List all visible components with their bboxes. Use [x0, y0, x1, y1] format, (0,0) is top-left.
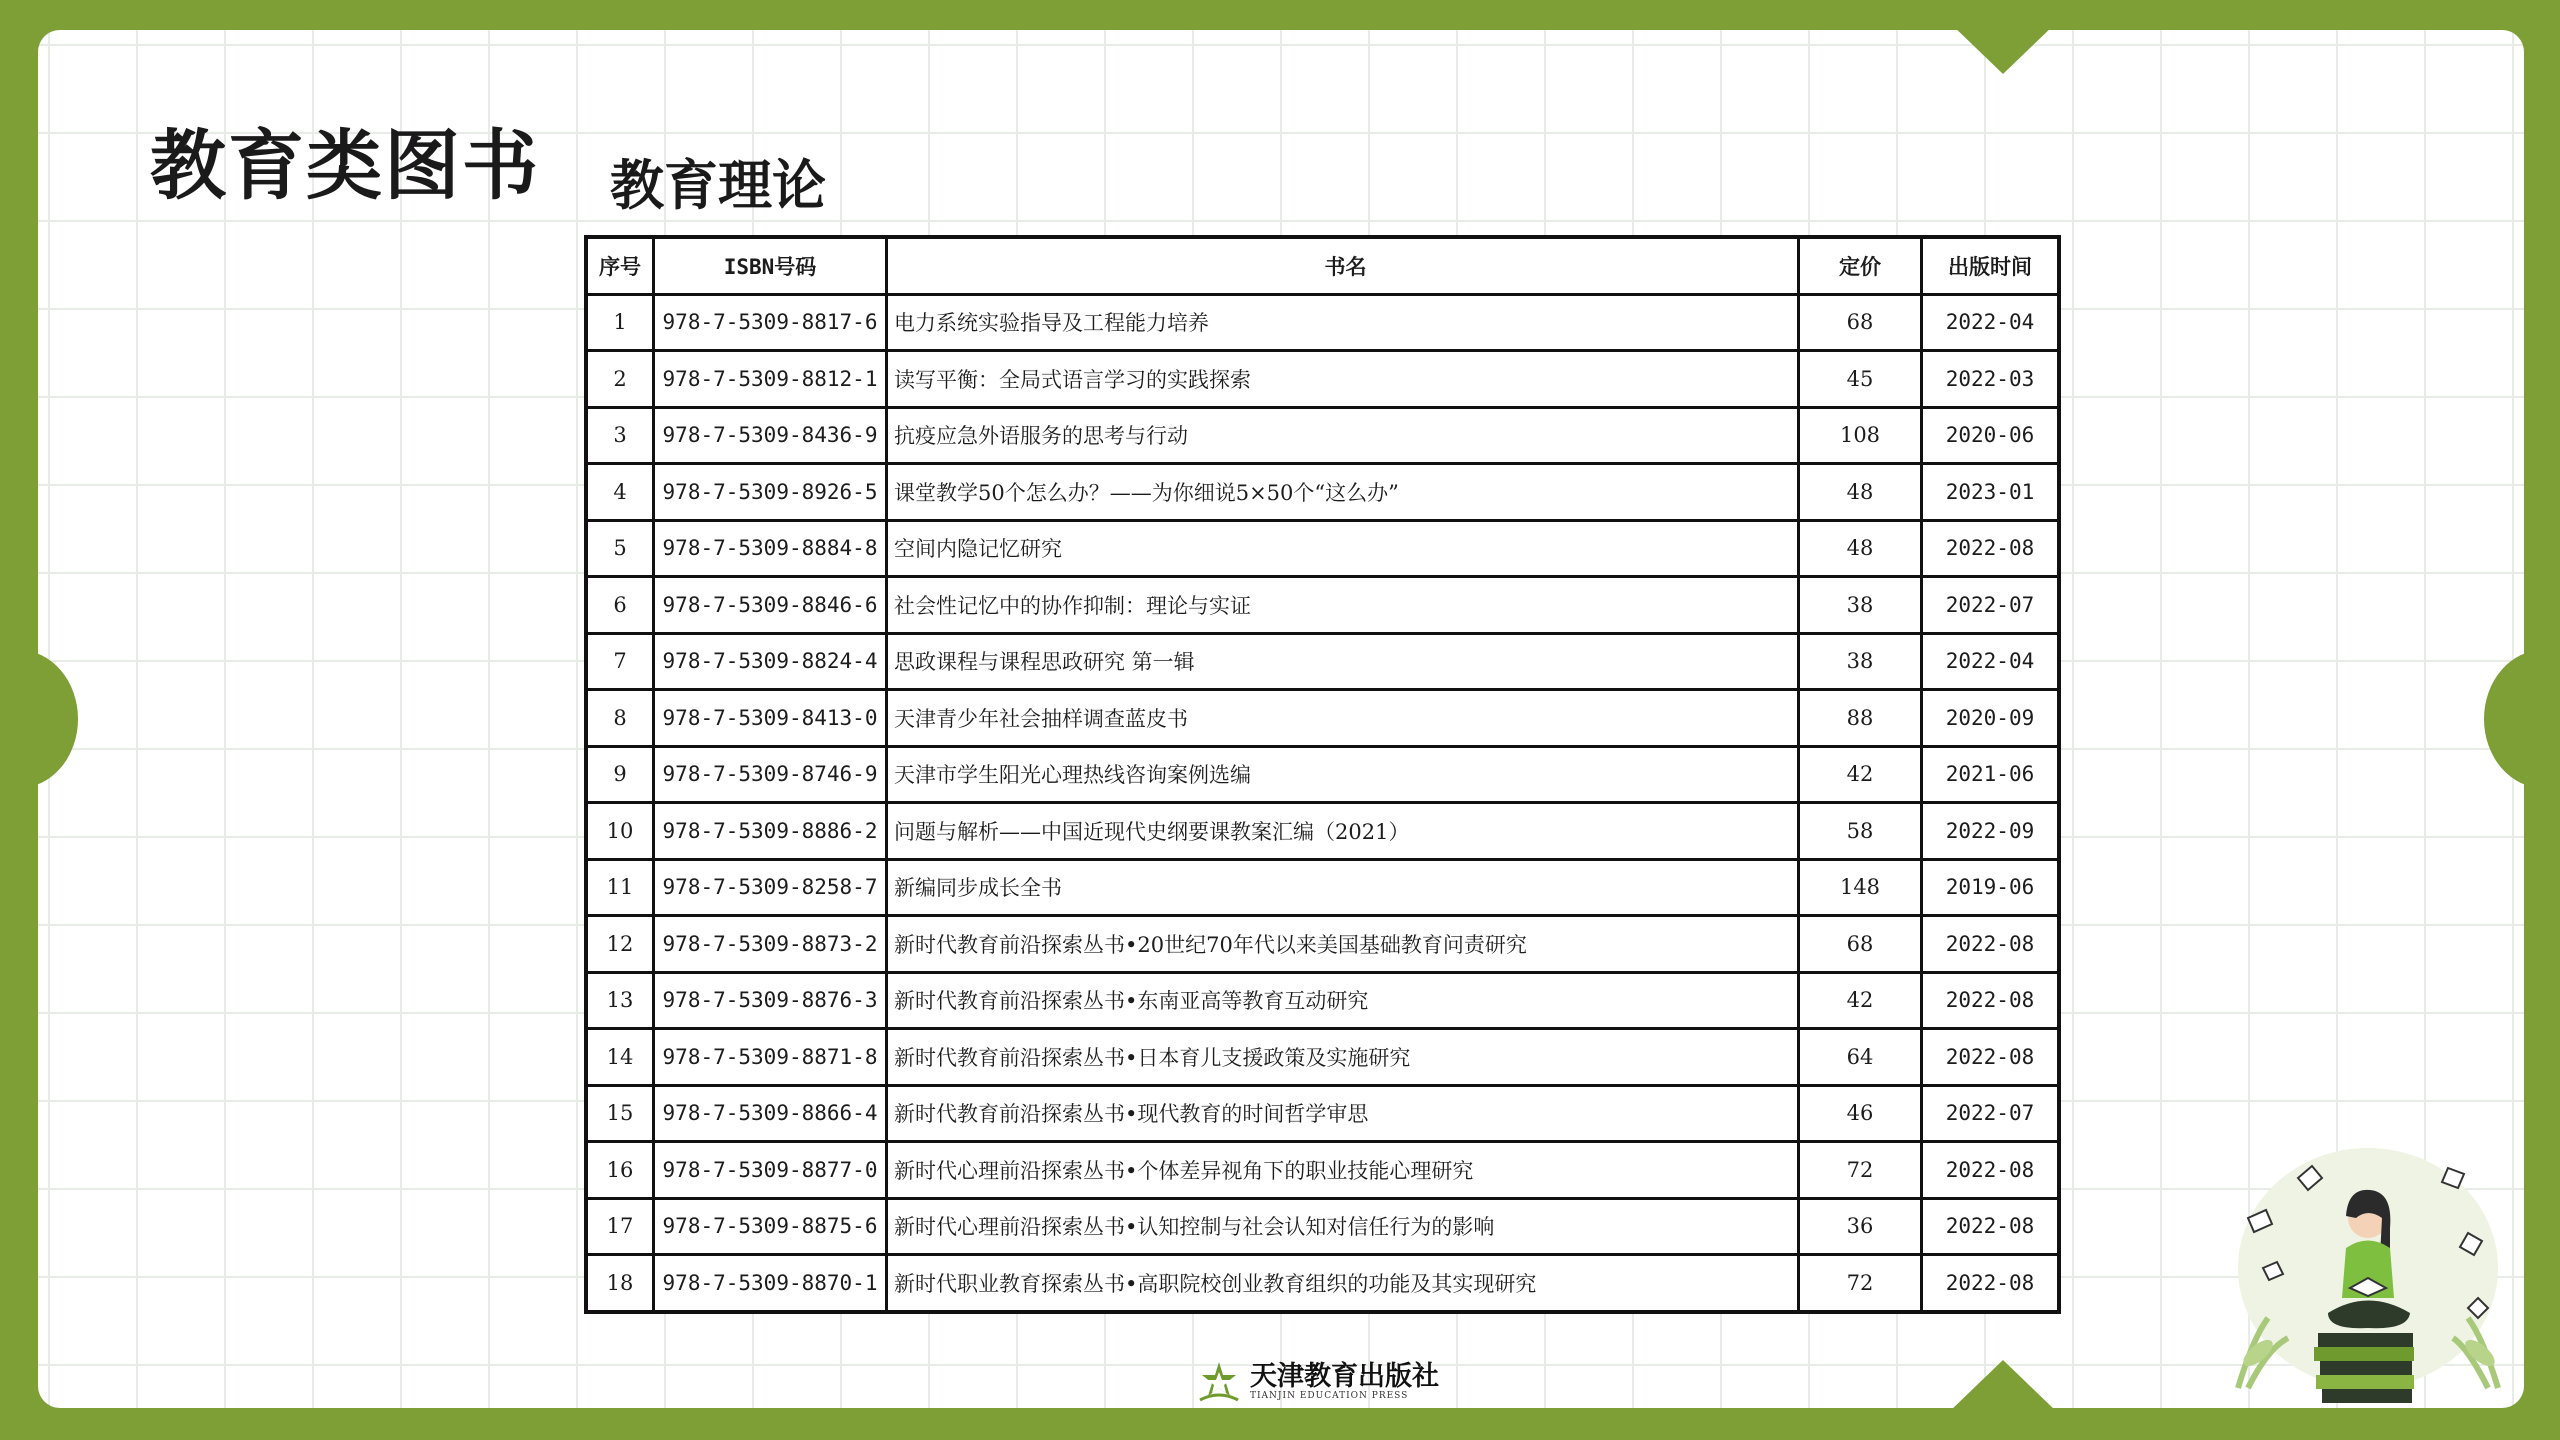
cell-price: 108: [1799, 407, 1922, 464]
cell-price: 72: [1799, 1142, 1922, 1199]
cell-title: 天津市学生阳光心理热线咨询案例选编: [887, 746, 1799, 803]
cell-isbn: 978-7-5309-8871-8: [654, 1029, 887, 1086]
cell-date: 2021-06: [1922, 746, 2060, 803]
table-row: [586, 407, 2059, 464]
table-row: [586, 464, 2059, 521]
cell-price: 68: [1799, 916, 1922, 973]
header-title: 书名: [887, 237, 1799, 294]
cell-price: 42: [1799, 746, 1922, 803]
cell-no: 7: [586, 633, 654, 690]
cell-price: 72: [1799, 1255, 1922, 1312]
table-row: [586, 916, 2059, 973]
cell-isbn: 978-7-5309-8866-4: [654, 1085, 887, 1142]
cell-no: 16: [586, 1142, 654, 1199]
header-price: 定价: [1799, 237, 1922, 294]
cell-price: 45: [1799, 351, 1922, 408]
table-row: [586, 1029, 2059, 1086]
cell-date: 2020-06: [1922, 407, 2060, 464]
cell-no: 13: [586, 972, 654, 1029]
cell-isbn: 978-7-5309-8846-6: [654, 577, 887, 634]
cell-no: 15: [586, 1085, 654, 1142]
table-row: [586, 690, 2059, 747]
cell-no: 10: [586, 803, 654, 860]
cell-title: 新时代教育前沿探索丛书•日本育儿支援政策及实施研究: [887, 1029, 1799, 1086]
cell-title: 新时代教育前沿探索丛书•东南亚高等教育互动研究: [887, 972, 1799, 1029]
cell-isbn: 978-7-5309-8876-3: [654, 972, 887, 1029]
cell-isbn: 978-7-5309-8824-4: [654, 633, 887, 690]
cell-title: 课堂教学50个怎么办？——为你细说5×50个“这么办”: [887, 464, 1799, 521]
cell-title: 新时代心理前沿探索丛书•认知控制与社会认知对信任行为的影响: [887, 1198, 1799, 1255]
cell-no: 4: [586, 464, 654, 521]
table-row: [586, 351, 2059, 408]
cell-no: 18: [586, 1255, 654, 1312]
cell-isbn: 978-7-5309-8873-2: [654, 916, 887, 973]
table-row: [586, 859, 2059, 916]
cell-title: 问题与解析——中国近现代史纲要课教案汇编（2021）: [887, 803, 1799, 860]
cell-title: 新时代心理前沿探索丛书•个体差异视角下的职业技能心理研究: [887, 1142, 1799, 1199]
girl-reading-on-books-illustration: [2218, 1138, 2518, 1408]
page-subtitle: 教育理论: [610, 153, 826, 217]
cell-no: 11: [586, 859, 654, 916]
header-date: 出版时间: [1922, 237, 2060, 294]
cell-date: 2022-03: [1922, 351, 2060, 408]
table-row: [586, 803, 2059, 860]
cell-isbn: 978-7-5309-8870-1: [654, 1255, 887, 1312]
cell-date: 2020-09: [1922, 690, 2060, 747]
cell-date: 2022-07: [1922, 1085, 2060, 1142]
frame-notch-top: [1949, 22, 2057, 74]
cell-date: 2023-01: [1922, 464, 2060, 521]
cell-price: 148: [1799, 859, 1922, 916]
cell-price: 42: [1799, 972, 1922, 1029]
table-row: [586, 1198, 2059, 1255]
table-body: [586, 294, 2059, 1312]
cell-price: 58: [1799, 803, 1922, 860]
cell-price: 38: [1799, 577, 1922, 634]
cell-isbn: 978-7-5309-8884-8: [654, 520, 887, 577]
cell-date: 2022-08: [1922, 916, 2060, 973]
cell-price: 36: [1799, 1198, 1922, 1255]
cell-price: 48: [1799, 520, 1922, 577]
cell-price: 48: [1799, 464, 1922, 521]
cell-no: 1: [586, 294, 654, 351]
cell-title: 空间内隐记忆研究: [887, 520, 1799, 577]
cell-no: 3: [586, 407, 654, 464]
publisher-name-cn: 天津教育出版社: [1250, 1361, 1439, 1392]
table-row: [586, 746, 2059, 803]
slide-card: [38, 30, 2524, 1408]
cell-date: 2022-09: [1922, 803, 2060, 860]
table-row: [586, 972, 2059, 1029]
cell-title: 新编同步成长全书: [887, 859, 1799, 916]
publisher-name-en: TIANJIN EDUCATION PRESS: [1250, 1391, 1409, 1401]
cell-isbn: 978-7-5309-8746-9: [654, 746, 887, 803]
cell-price: 64: [1799, 1029, 1922, 1086]
cell-isbn: 978-7-5309-8875-6: [654, 1198, 887, 1255]
cell-date: 2022-08: [1922, 1142, 2060, 1199]
cell-isbn: 978-7-5309-8817-6: [654, 294, 887, 351]
cell-isbn: 978-7-5309-8886-2: [654, 803, 887, 860]
cell-title: 社会性记忆中的协作抑制：理论与实证: [887, 577, 1799, 634]
cell-title: 新时代教育前沿探索丛书•20世纪70年代以来美国基础教育问责研究: [887, 916, 1799, 973]
cell-no: 8: [586, 690, 654, 747]
cell-title: 思政课程与课程思政研究 第一辑: [887, 633, 1799, 690]
cell-price: 46: [1799, 1085, 1922, 1142]
cell-date: 2022-04: [1922, 633, 2060, 690]
cell-date: 2022-08: [1922, 520, 2060, 577]
cell-isbn: 978-7-5309-8436-9: [654, 407, 887, 464]
publisher-logo: [1196, 1360, 1439, 1404]
cell-price: 68: [1799, 294, 1922, 351]
cell-title: 读写平衡：全局式语言学习的实践探索: [887, 351, 1799, 408]
header-isbn: ISBN号码: [654, 237, 887, 294]
cell-price: 88: [1799, 690, 1922, 747]
cell-no: 9: [586, 746, 654, 803]
cell-title: 电力系统实验指导及工程能力培养: [887, 294, 1799, 351]
cell-no: 2: [586, 351, 654, 408]
cell-date: 2022-08: [1922, 1029, 2060, 1086]
table-row: [586, 294, 2059, 351]
star-leaf-logo-icon: [1196, 1360, 1242, 1404]
cell-date: 2022-04: [1922, 294, 2060, 351]
cell-date: 2022-08: [1922, 1255, 2060, 1312]
cell-date: 2022-07: [1922, 577, 2060, 634]
book-table: [584, 235, 2061, 1314]
cell-date: 2022-08: [1922, 972, 2060, 1029]
cell-title: 新时代教育前沿探索丛书•现代教育的时间哲学审思: [887, 1085, 1799, 1142]
cell-isbn: 978-7-5309-8413-0: [654, 690, 887, 747]
cell-no: 17: [586, 1198, 654, 1255]
cell-isbn: 978-7-5309-8258-7: [654, 859, 887, 916]
table-header-row: [586, 237, 2059, 294]
cell-no: 6: [586, 577, 654, 634]
frame-notch-bottom: [1949, 1360, 2057, 1412]
cell-title: 天津青少年社会抽样调查蓝皮书: [887, 690, 1799, 747]
table-row: [586, 1255, 2059, 1312]
cell-date: 2022-08: [1922, 1198, 2060, 1255]
cell-no: 14: [586, 1029, 654, 1086]
cell-title: 抗疫应急外语服务的思考与行动: [887, 407, 1799, 464]
table-row: [586, 1142, 2059, 1199]
table-row: [586, 1085, 2059, 1142]
cell-date: 2019-06: [1922, 859, 2060, 916]
page-title: 教育类图书: [150, 121, 540, 210]
cell-isbn: 978-7-5309-8812-1: [654, 351, 887, 408]
cell-no: 12: [586, 916, 654, 973]
table-row: [586, 633, 2059, 690]
cell-isbn: 978-7-5309-8926-5: [654, 464, 887, 521]
cell-price: 38: [1799, 633, 1922, 690]
table-row: [586, 520, 2059, 577]
cell-no: 5: [586, 520, 654, 577]
cell-title: 新时代职业教育探索丛书•高职院校创业教育组织的功能及其实现研究: [887, 1255, 1799, 1312]
table-row: [586, 577, 2059, 634]
header-no: 序号: [586, 237, 654, 294]
cell-isbn: 978-7-5309-8877-0: [654, 1142, 887, 1199]
